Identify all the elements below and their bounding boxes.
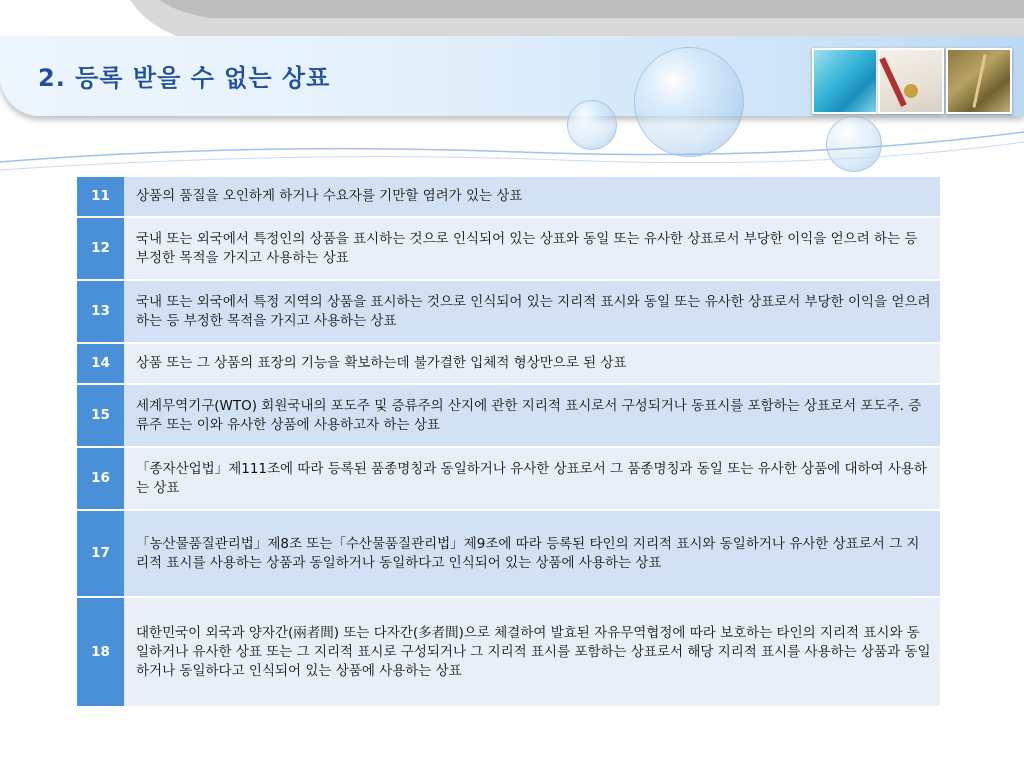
decorative-lines [0, 112, 1024, 182]
row-number: 15 [77, 384, 124, 447]
thumbnail-wheat [946, 48, 1012, 114]
table-row [77, 280, 940, 343]
row-description: 「농산물품질관리법」제8조 또는「수산물품질관리법」제9조에 따라 등록된 타인의 지리적 표시와 동일하거나 유사한 상표로서 그 지리적 표시를 사용하는 상품과 동일하거나 동일하다고 인식되어 있는 상품에 사용하는 상표 [124, 510, 940, 597]
row-number: 12 [77, 217, 124, 280]
thumbnail-blue-fabric [812, 48, 878, 114]
table-row [77, 597, 940, 706]
table-row [77, 384, 940, 447]
row-description: 대한민국이 외국과 양자간(兩者間) 또는 다자간(多者間)으로 체결하여 발효된 자유무역협정에 따라 보호하는 타인의 지리적 표시와 동일하거나 유사한 상표 또는 그 지리적 표시로 구성되거나 그 지리적 표시를 포함하는 상표로서 해당 지리적 표시를 사용하는 상품과 동일하거나 동일하다고 인식되어 있는 상품에 사용하는 상표 [124, 597, 940, 706]
row-description: 상품의 품질을 오인하게 하거나 수요자를 기만할 염려가 있는 상표 [124, 176, 940, 217]
row-number: 13 [77, 280, 124, 343]
table-row [77, 217, 940, 280]
slide-title: 2. 등록 받을 수 없는 상표 [38, 64, 331, 92]
table-row [77, 343, 940, 384]
row-number: 18 [77, 597, 124, 706]
table-row [77, 510, 940, 597]
thumbnail-certificate [878, 48, 944, 114]
row-description: 국내 또는 외국에서 특정인의 상품을 표시하는 것으로 인식되어 있는 상표와 동일 또는 유사한 상표로서 부당한 이익을 얻으려 하는 등 부정한 목적을 가지고 사용하는 상표 [124, 217, 940, 280]
row-number: 16 [77, 447, 124, 510]
trademark-table [77, 175, 940, 706]
row-number: 14 [77, 343, 124, 384]
row-description: 「종자산업법」제111조에 따라 등록된 품종명칭과 동일하거나 유사한 상표로서 그 품종명칭과 동일 또는 유사한 상품에 대하여 사용하는 상표 [124, 447, 940, 510]
row-number: 17 [77, 510, 124, 597]
row-description: 상품 또는 그 상품의 표장의 기능을 확보하는데 불가결한 입체적 형상만으로 된 상표 [124, 343, 940, 384]
table-row [77, 176, 940, 217]
row-number: 11 [77, 176, 124, 217]
row-description: 세계무역기구(WTO) 회원국내의 포도주 및 증류주의 산지에 관한 지리적 표시로서 구성되거나 동표시를 포함하는 상표로서 포도주. 증류주 또는 이와 유사한 상품에 사용하고자 하는 상표 [124, 384, 940, 447]
row-description: 국내 또는 외국에서 특정 지역의 상품을 표시하는 것으로 인식되어 있는 지리적 표시와 동일 또는 유사한 상표로서 부당한 이익을 얻으려 하는 등 부정한 목적을 가지고 사용하는 상표 [124, 280, 940, 343]
table-row [77, 447, 940, 510]
